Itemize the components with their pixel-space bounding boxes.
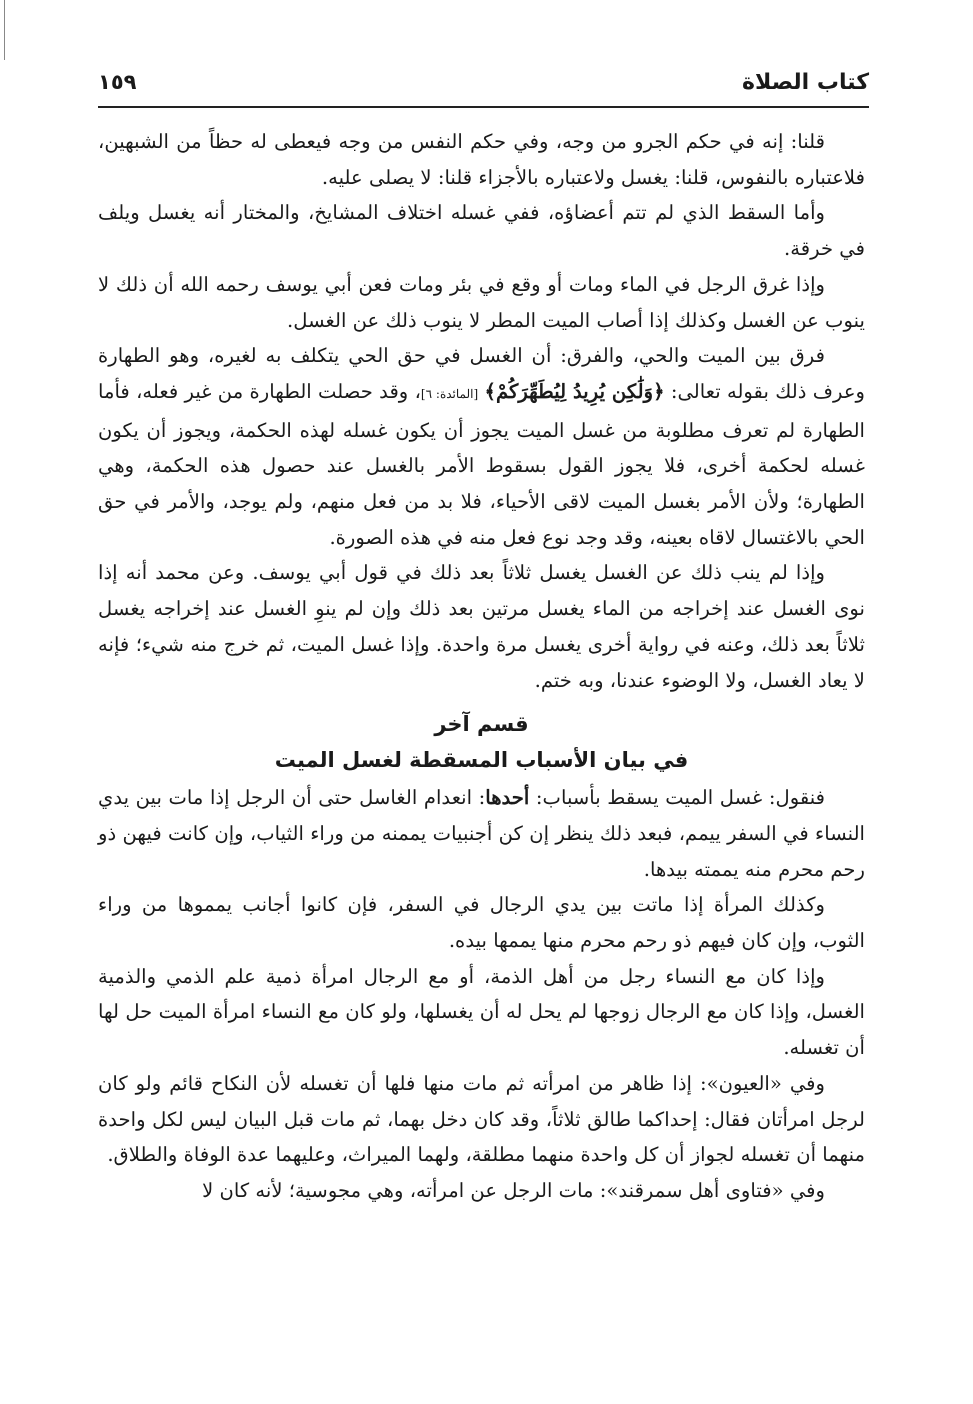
running-header: [98, 62, 869, 102]
section-heading: قسم آخر: [434, 712, 529, 737]
chapter-title: كتاب الصلاة: [742, 69, 869, 95]
paragraph: وأما السقط الذي لم تتم أعضاؤه، ففي غسله اختلاف المشايخ، والمختار أنه يغسل ويلف في خرقة.: [98, 201, 865, 261]
section-heading-block: [98, 706, 865, 778]
text-run: : انعدام الغاسل حتى أن الرجل إذا مات بين يدي النساء في السفر ييمم، فبعد ذلك ينظر إن كن أجنبيات يممنه من وراء الثياب، وإن كانت فيهن ذو رحم محرم منه يممته بيدها.: [98, 786, 865, 881]
main-text: [98, 124, 865, 1209]
page-number: ١٥٩: [98, 70, 137, 94]
header-rule: [98, 106, 869, 108]
paragraph: وإذا كان مع النساء رجل من أهل الذمة، أو مع الرجال امرأة ذمية علم الذمي والذمية الغسل، وإذا كان مع الرجال زوجها لم يحل له أن يغسلها، ولو كان مع النساء امرأة الميت حل لها أن تغسله.: [98, 964, 865, 1060]
scan-edge-line: [4, 0, 5, 60]
paragraph: [98, 780, 865, 887]
section-subheading: في بيان الأسباب المسقطة لغسل الميت: [274, 748, 689, 773]
paragraph: وإذا لم ينب ذلك عن الغسل يغسل ثلاثاً بعد ذلك في قول أبي يوسف. وعن محمد أنه إذا نوى الغسل عند إخراجه من الماء يغسل مرتين بعد ذلك وإن لم ينوِ الغسل عند إخراجه يغسل ثلاثاً بعد ذلك، وعنه في رواية أخرى يغسل مرة واحدة. وإذا غسل الميت، ثم خرج منه شيء؛ فإنه لا يعاد الغسل، ولا الوضوء عندنا، وبه ختم.: [98, 561, 865, 692]
text-run: فنقول: غسل الميت يسقط بأسباب:: [529, 786, 826, 810]
paragraph: وإذا غرق الرجل في الماء ومات أو وقع في بئر ومات فعن أبي يوسف رحمه الله أن ذلك لا ينوب عن الغسل وكذلك إذا أصاب الميت المطر لا ينوب ذلك عن الغسل.: [98, 272, 865, 332]
text-run: ، وقد حصلت الطهارة من غير فعله، فأما الطهارة لم تعرف مطلوبة من غسل الميت يجوز أن يكون غسله لهذه الحكمة، ويجوز أن يكون غسله لحكمة أخرى، فلا يجوز القول بسقوط الأمر بالغسل عند حصول هذه الحكمة، وهي الطهارة؛ ولأن الأمر بغسل الميت لاقى الأحياء، فلا بد من فعل منهم، ولم يوجد، والأمر في حق الحي بالاغتسال لاقاه بعينه، وقد وجد نوع فعل منه في هذه الصورة.: [98, 379, 865, 549]
paragraph: [98, 338, 865, 555]
paragraph: وكذلك المرأة إذا ماتت بين يدي الرجال في السفر، فإن كانوا أجانب يمموها من وراء الثوب، وإن كان فيهم ذو رحم محرم منها يممها بيده.: [98, 893, 865, 953]
verse-reference: [المائدة: ٦]: [420, 386, 479, 401]
quran-verse: ﴿وَلَٰكِن يُرِيدُ لِيُطَهِّرَكُمْ﴾: [484, 379, 665, 403]
paragraph: قلنا: إنه في حكم الجرو من وجه، وفي حكم النفس من وجه فيعطى له حظاً من الشبهين، فلاعتباره بالنفوس، قلنا: يغسل ولاعتباره بالأجزاء قلنا: لا يصلى عليه.: [98, 130, 865, 189]
text-run: فرق بين الميت والحي، والفرق: أن الغسل في حق الحي يتكلف به لغيره، وهو الطهارة وعرف ذلك بقوله تعالى:: [98, 344, 865, 403]
keyword: أحدها: [485, 786, 530, 810]
paragraph: وفي «فتاوى أهل سمرقند»: مات الرجل عن امرأته، وهي مجوسية؛ لأنه كان لا: [202, 1178, 825, 1202]
paragraph: وفي «العيون»: إذا ظاهر من امرأته ثم مات منها فلها أن تغسله لأن النكاح قائم ولو كان لرجل امرأتان فقال: إحداكما طالق ثلاثاً، وقد كان دخل بهما، ثم مات قبل البيان ليس لكل واحدة منهما أن تغسله لجواز أن كل واحدة منهما مطلقة، ولهما الميراث، وعليهما عدة الوفاة والطلاق.: [98, 1071, 865, 1167]
